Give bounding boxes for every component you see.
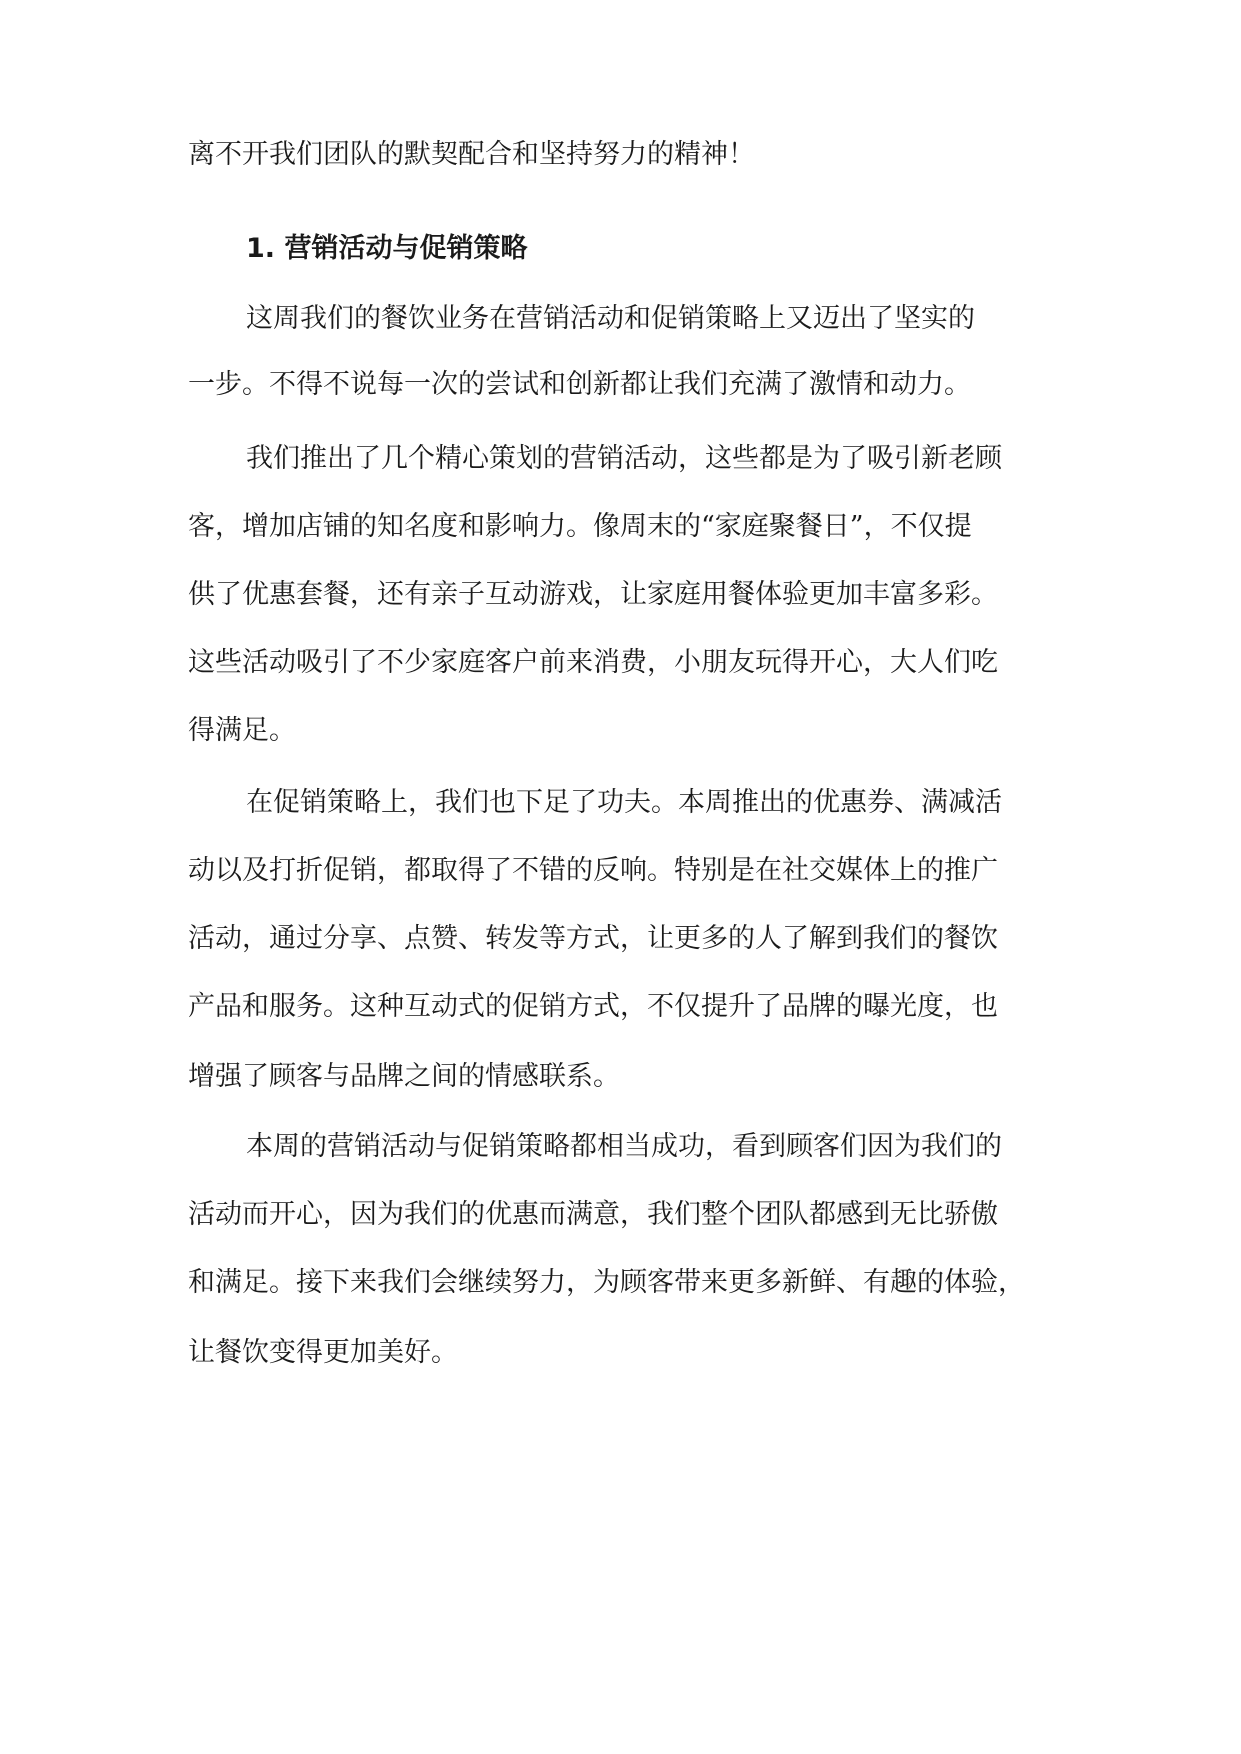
- paragraph-line: 活动，通过分享、点赞、转发等方式，让更多的人了解到我们的餐饮: [188, 923, 998, 954]
- paragraph-line: 在促销策略上，我们也下足了功夫。本周推出的优惠券、满减活: [246, 787, 1002, 818]
- paragraph-line: 我们推出了几个精心策划的营销活动，这些都是为了吸引新老顾: [246, 443, 1002, 474]
- paragraph-line: 和满足。接下来我们会继续努力，为顾客带来更多新鲜、有趣的体验，: [188, 1267, 1025, 1298]
- paragraph-line: 这周我们的餐饮业务在营销活动和促销策略上又迈出了坚实的: [246, 303, 975, 334]
- paragraph-line: 让餐饮变得更加美好。: [188, 1337, 458, 1368]
- paragraph-line: 增强了顾客与品牌之间的情感联系。: [188, 1061, 620, 1092]
- paragraph-line: 动以及打折促销，都取得了不错的反响。特别是在社交媒体上的推广: [188, 855, 998, 886]
- paragraph-line: 产品和服务。这种互动式的促销方式，不仅提升了品牌的曝光度，也: [188, 991, 998, 1022]
- paragraph-line: 活动而开心，因为我们的优惠而满意，我们整个团队都感到无比骄傲: [188, 1199, 998, 1230]
- paragraph-line: 客，增加店铺的知名度和影响力。像周末的“家庭聚餐日”，不仅提: [188, 511, 972, 542]
- section-heading: 1. 营销活动与促销策略: [246, 233, 528, 264]
- paragraph-line: 本周的营销活动与促销策略都相当成功，看到顾客们因为我们的: [246, 1131, 1002, 1162]
- paragraph-line: 离不开我们团队的默契配合和坚持努力的精神！: [188, 139, 755, 170]
- paragraph-line: 一步。不得不说每一次的尝试和创新都让我们充满了激情和动力。: [188, 369, 971, 400]
- paragraph-line: 得满足。: [188, 715, 296, 746]
- paragraph-line: 供了优惠套餐，还有亲子互动游戏，让家庭用餐体验更加丰富多彩。: [188, 579, 998, 610]
- paragraph-line: 这些活动吸引了不少家庭客户前来消费，小朋友玩得开心，大人们吃: [188, 647, 998, 678]
